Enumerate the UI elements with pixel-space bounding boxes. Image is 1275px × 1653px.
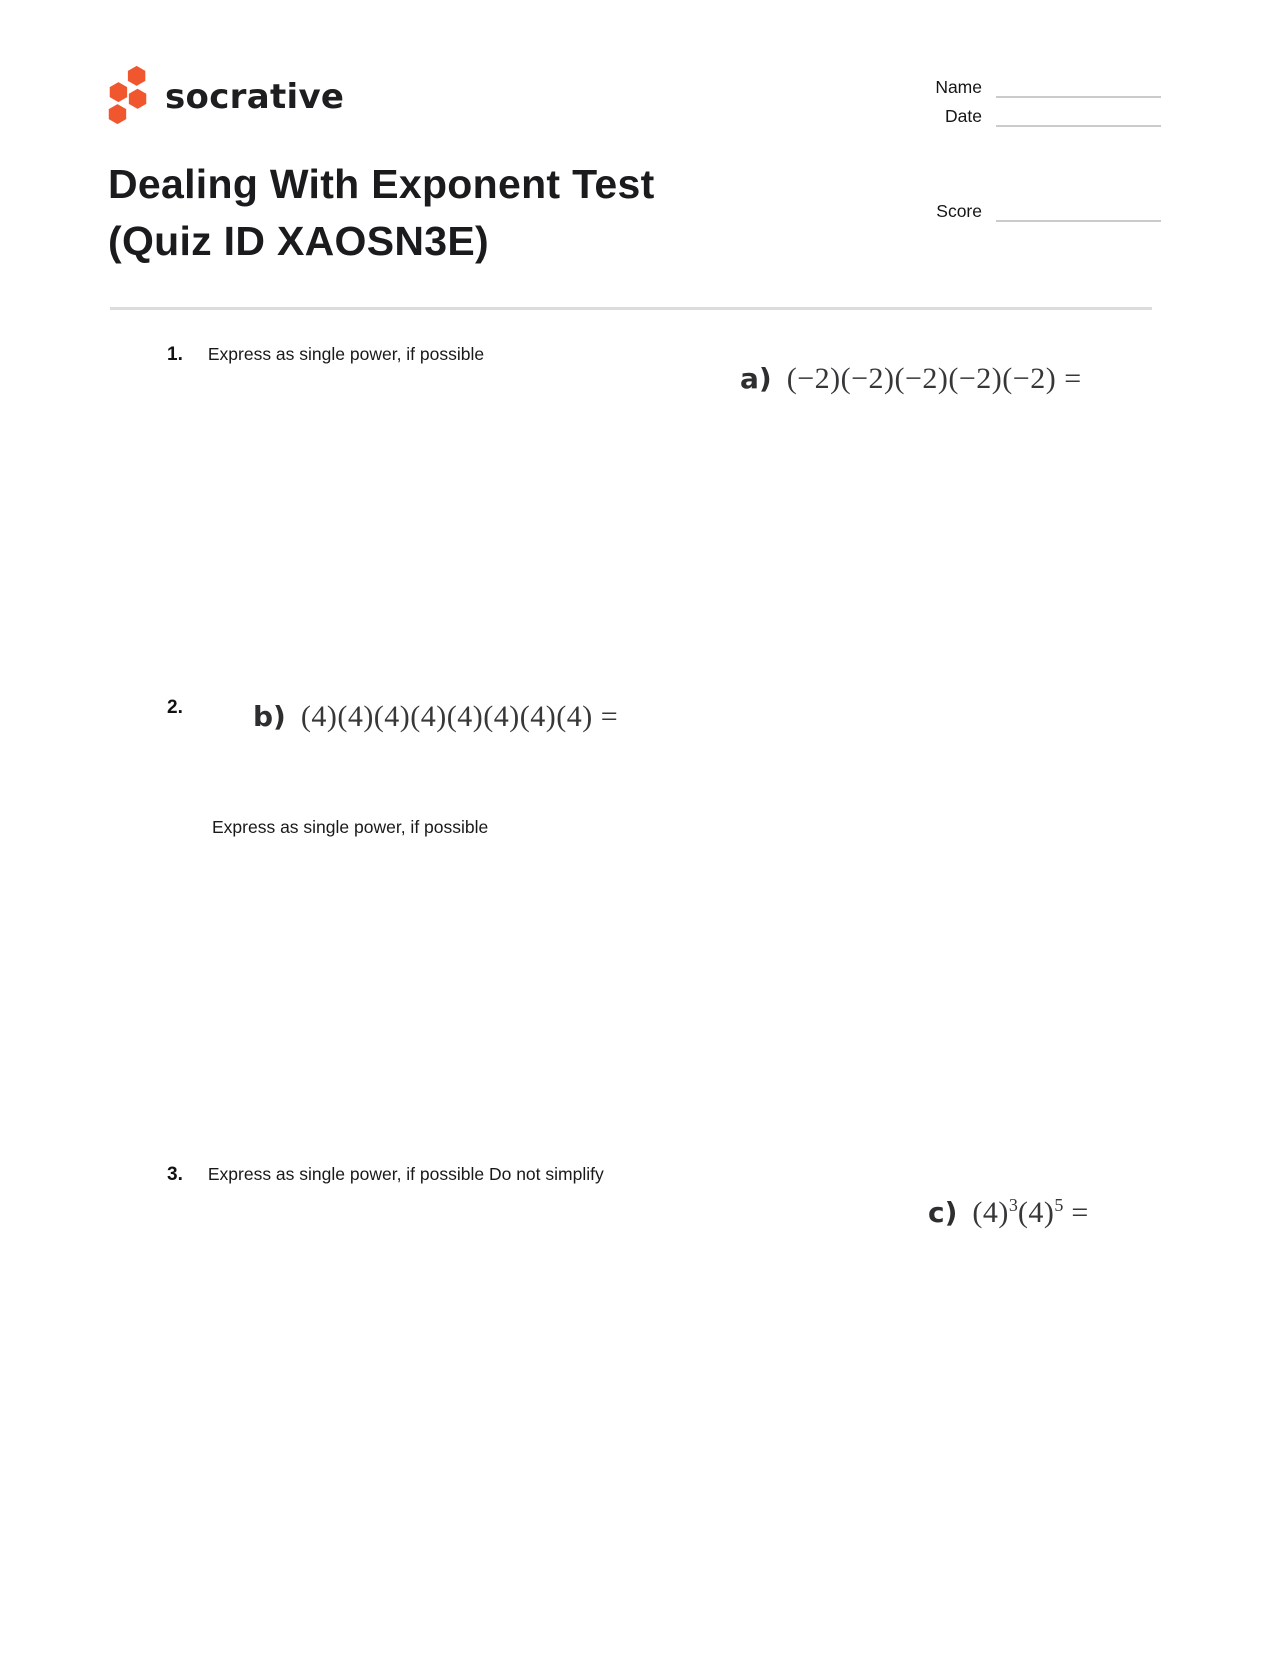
- expression-a-body: (−2)(−2)(−2)(−2)(−2) =: [786, 362, 1082, 395]
- question-3-number: 3.: [167, 1164, 183, 1185]
- expression-c-exponent2: 5: [1054, 1195, 1064, 1215]
- question-1-prompt: Express as single power, if possible: [207, 344, 485, 364]
- expression-b-label: b): [253, 700, 286, 733]
- score-blank-line: [996, 200, 1161, 222]
- expression-c-base2: (4): [1017, 1196, 1055, 1229]
- expression-c-label: c): [928, 1196, 958, 1229]
- date-label: Date: [945, 106, 982, 126]
- expression-c-equals: =: [1063, 1196, 1089, 1229]
- expression-a-label: a): [740, 362, 772, 395]
- question-2-number: 2.: [167, 697, 183, 718]
- expression-c: [928, 1196, 1089, 1230]
- socrative-logo: [106, 64, 344, 126]
- question-3-prompt: Express as single power, if possible Do not simplify: [207, 1164, 604, 1184]
- expression-b-body: (4)(4)(4)(4)(4)(4)(4)(4) =: [300, 700, 619, 733]
- name-blank-line: [996, 76, 1161, 98]
- expression-b: [253, 700, 618, 734]
- expression-c-exponent1: 3: [1008, 1195, 1018, 1215]
- question-1-row: [167, 344, 484, 366]
- question-1-number: 1.: [167, 344, 183, 365]
- score-label: Score: [936, 201, 982, 221]
- expression-c-base1: (4): [972, 1196, 1009, 1229]
- score-field-row: [822, 200, 1161, 222]
- question-2-prompt: Express as single power, if possible: [212, 817, 489, 837]
- date-blank-line: [996, 105, 1161, 127]
- name-field-row: [822, 76, 1161, 98]
- date-field-row: [822, 105, 1161, 127]
- name-label: Name: [935, 77, 982, 97]
- quiz-title-line2: (Quiz ID XAOSN3E): [108, 217, 489, 264]
- brand-wordmark: socrative: [165, 77, 345, 117]
- question-3-row: [167, 1164, 604, 1186]
- expression-a: [740, 362, 1082, 396]
- quiz-title-line1: Dealing With Exponent Test: [108, 161, 655, 207]
- quiz-title: [108, 156, 655, 270]
- expression-c-body: [972, 1196, 1088, 1230]
- socrative-hexagons-icon: [106, 64, 150, 126]
- header-divider: [110, 307, 1152, 310]
